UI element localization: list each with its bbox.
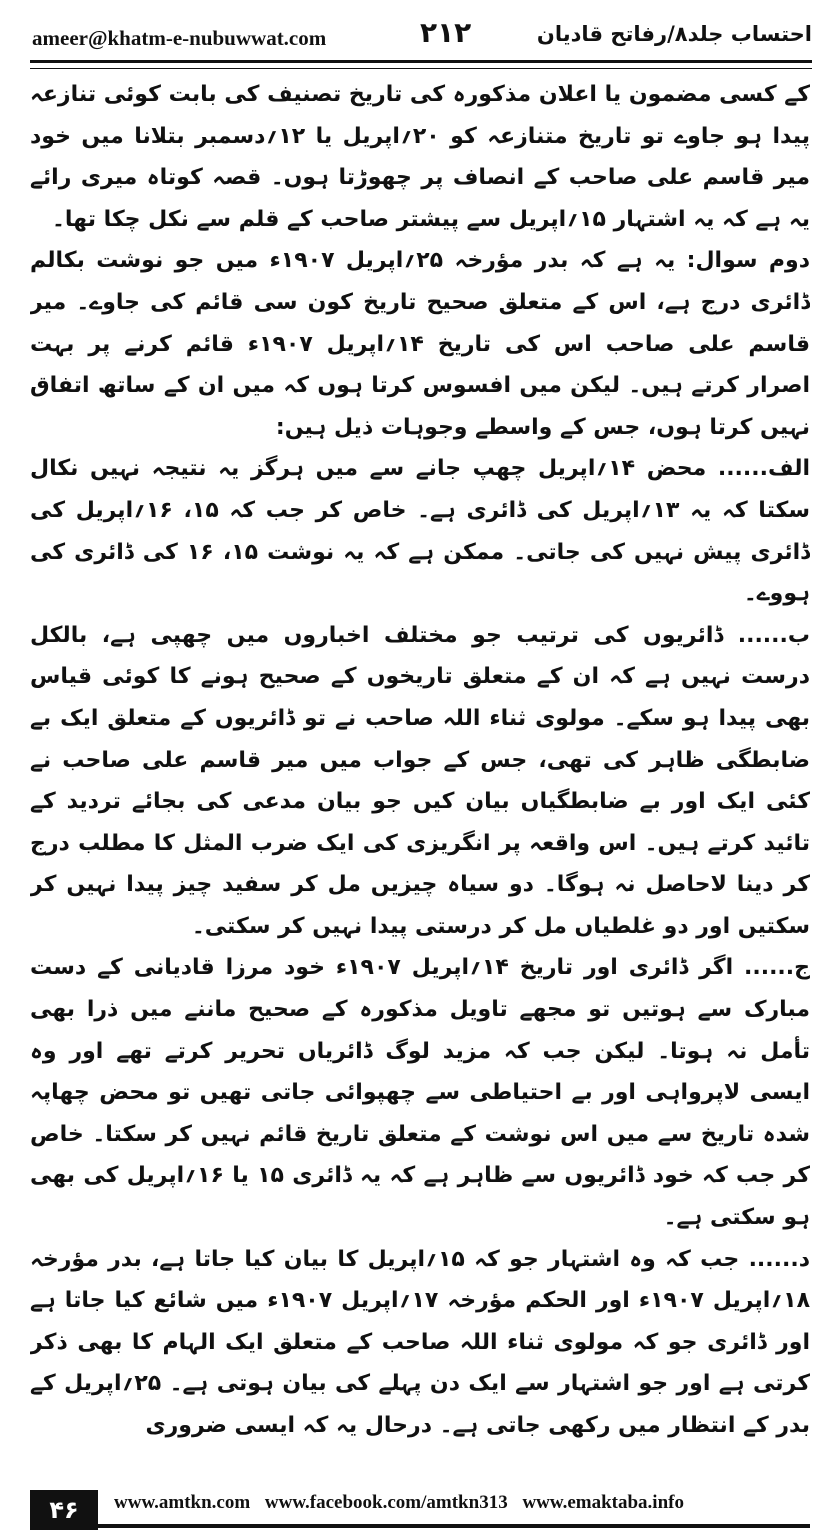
paragraph-question-two: دوم سوال: یہ ہے کہ بدر مؤرخہ ۲۵؍اپریل ۱۹۰۷ء میں جو نوشت بکالم ڈائری درج ہے، اس کے متعلق صحیح تاریخ کون سی قائم کی جاوے۔ میر قاسم علی صاحب اس کی تاریخ ۱۴؍اپریل ۱۹۰۷ء قائم کرنے پر بہت اصرار کرتے ہیں۔ لیکن میں افسوس کرتا ہوں کہ میں ان کے ساتھ اتفاق نہیں کرتا ہوں، جس کے واسطے وجوہات ذیل ہیں:	[30, 248, 810, 440]
paragraph-jeem: ج...... اگر ڈائری اور تاریخ ۱۴؍اپریل ۱۹۰۷ء خود مرزا قادیانی کے دست مبارک سے ہوتیں تو مجھے تاویل مذکورہ کے صحیح ماننے میں ذرا بھی تأمل نہ ہوتا۔ لیکن جب کہ مزید لوگ ڈائریاں تحریر کرتے تھے اور وہ ایسی لاپرواہی اور بے احتیاطی سے چھپوائی جاتی تھیں تو محض چھاپہ شدہ تاریخ سے میں اس نوشت کے متعلق تاریخ قائم نہیں کر سکتا۔ خاص کر جب کہ خود ڈائریوں سے ظاہر ہے کہ یہ ڈائری ۱۵ یا ۱۶؍اپریل کی بھی ہو سکتی ہے۔	[30, 955, 810, 1231]
paragraph-intro: کے کسی مضمون یا اعلان مذکورہ کی تاریخ تصنیف کی بابت کوئی تنازعہ پیدا ہو جاوے تو تاریخ متنازعہ کو ۲۰؍اپریل یا ۱۲؍دسمبر بتلانا میں خود میر قاسم علی صاحب کے انصاف پر چھوڑتا ہوں۔ قصہ کوتاہ میری رائے یہ ہے کہ یہ اشتہار ۱۵؍اپریل سے پیشتر صاحب کے قلم سے نکل چکا تھا۔	[30, 82, 810, 232]
footer-link-emaktaba[interactable]: www.emaktaba.info	[522, 1492, 684, 1513]
body-text	[30, 74, 810, 1479]
header-page-number: ۲۱۲	[420, 16, 472, 49]
footer-links	[114, 1492, 694, 1514]
page-header	[32, 14, 812, 60]
paragraph-alif: الف...... محض ۱۴؍اپریل چھپ جانے سے میں ہرگز یہ نتیجہ نہیں نکال سکتا کہ یہ ۱۳؍اپریل کی ڈائری ہے۔ خاص کر جب کہ ۱۵، ۱۶؍اپریل کی ڈائری پیش نہیں کی جاتی۔ ممکن ہے کہ یہ نوشت ۱۵، ۱۶ کی ڈائری کی ہووے۔	[30, 456, 810, 607]
header-divider	[30, 60, 812, 69]
paragraph-bay: ب...... ڈائریوں کی ترتیب جو مختلف اخباروں میں چھپی ہے، بالکل درست نہیں ہے کہ ان کے متعلق تاریخوں کے صحیح ہونے کا کوئی قیاس بھی پیدا ہو سکے۔ مولوی ثناء اللہ صاحب نے تو ڈائریوں کے متعلق ایک بے ضابطگی ظاہر کی تھی، جس کے جواب میں میر قاسم علی صاحب نے کئی ایک اور بے ضابطگیاں بیان کیں جو بیان مدعی کی بجائے تردید کے تائید کرتے ہیں۔ اس واقعہ پر انگریزی کی ایک ضرب المثل کا مطلب درج کر دینا لاحاصل نہ ہوگا۔ دو سیاہ چیزیں مل کر سفید چیز پیدا نہیں کر سکتیں اور دو غلطیاں مل کر درستی پیدا نہیں کر سکتی۔	[30, 622, 810, 939]
header-email: ameer@khatm-e-nubuwwat.com	[32, 26, 327, 50]
footer-rule	[98, 1524, 810, 1528]
footer-page-number: ۴۶	[30, 1490, 98, 1530]
header-book-title: احتساب جلد۸/رفاتح قادیان	[536, 22, 812, 46]
footer-link-facebook[interactable]: www.facebook.com/amtkn313	[264, 1492, 508, 1513]
paragraph-daal: د...... جب کہ وہ اشتہار جو کہ ۱۵؍اپریل کا بیان کیا جاتا ہے، بدر مؤرخہ ۱۸؍اپریل ۱۹۰۷ء اور الحکم مؤرخہ ۱۷؍اپریل ۱۹۰۷ء میں شائع کیا جاتا ہے اور ڈائری جو کہ مولوی ثناء اللہ صاحب کے متعلق ایک الہام کا بھی ذکر کرتی ہے اور جو اشتہار سے ایک دن پہلے کی بیان ہوتی ہے۔ ۲۵؍اپریل کے بدر کے انتظار میں رکھی جاتی ہے۔ درحال یہ کہ ایسی ضروری	[30, 1246, 810, 1438]
footer-link-amtkn[interactable]: www.amtkn.com	[114, 1492, 251, 1513]
page-footer	[30, 1490, 810, 1530]
